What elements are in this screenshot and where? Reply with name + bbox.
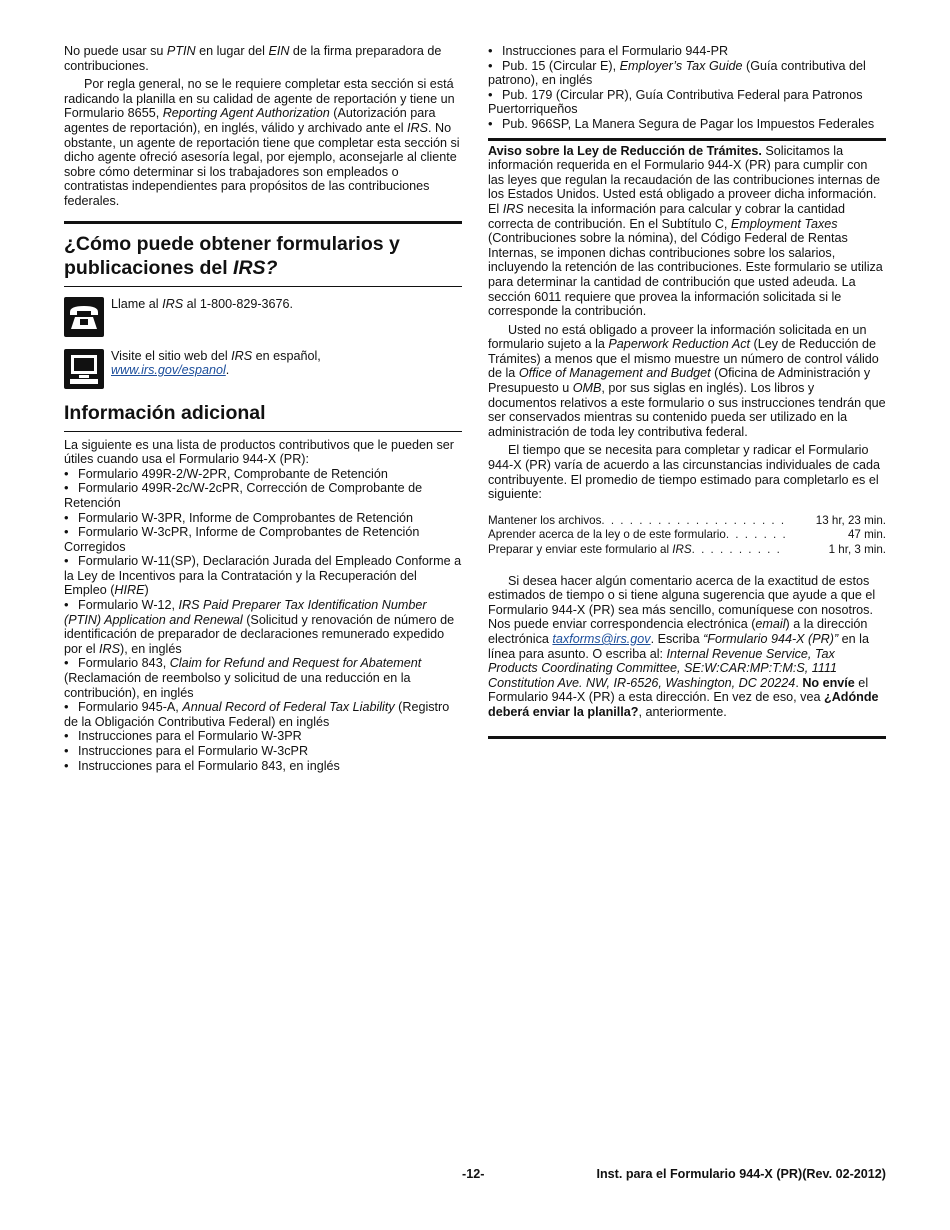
paperwork-paragraph: Usted no está obligado a proveer la información solicitada en un formulario sujeto a la Paperwork Reduction Act (Ley de Reducción de Trámites) a menos que el mismo muestre un número de control válido de la Office of Management and Budget (Oficina de Administración y Presupuesto u OMB, por sus siglas en inglés). Los libros y documentos relativos a este formulario o sus instrucciones tendrán que ser conservados mientras su contenido pueda ser utilizado en la administración de toda ley contributiva federal.: [488, 322, 886, 439]
time-estimate-paragraph: El tiempo que se necesita para completar y radicar el Formulario 944-X (PR) varía de acuerdo a las circunstancias individuales de cada contribuyente. El promedio de tiempo estimado para completarlo es el siguiente:: [488, 443, 881, 502]
reporting-agent-paragraph: Por regla general, no se le requiere completar esta sección si está radicando la planilla en su calidad de agente de reportación y tiene un Formulario 8655, Reporting Agent Authorization (Autorización para agentes de reportación), en inglés, válido y archivado ante el IRS. No obstante, un agente de reportación tiene que completar esta sección si dicho agente ofreció asesoría legal, por ejemplo, aconsejarle al cliente sobre cómo determinar si los trabajadores son empleados o contratistas independientes para propósitos de las contribuciones federales.: [64, 77, 460, 208]
list-item: • Formulario W-11(SP), Declaración Jurada del Empleado Conforme a la Ley de Incentivos para la Contratación y la Recuperación del Empleo (HIRE): [64, 554, 462, 598]
list-item: • Pub. 966SP, La Manera Segura de Pagar los Impuestos Federales: [488, 117, 886, 132]
table-row: Mantener los archivos . . . 13 hr, 23 min.: [488, 514, 886, 529]
list-item: • Formulario 499R-2/W-2PR, Comprobante de Retención: [64, 467, 462, 482]
list-item: • Instrucciones para el Formulario W-3PR: [64, 729, 462, 744]
table-row: Preparar y enviar este formulario al IRS . . . 1 hr, 3 min.: [488, 543, 886, 558]
form-footer-title: Inst. para el Formulario 944-X (PR)(Rev. 02-2012): [596, 1167, 886, 1181]
products-intro: La siguiente es una lista de productos contributivos que le pueden ser útiles cuando usa el Formulario 944-X (PR):: [64, 437, 454, 467]
forms-heading: ¿Cómo puede obtener formularios y publicaciones del IRS?: [64, 232, 400, 279]
heading-underline: [64, 286, 462, 287]
list-item: • Formulario 499R-2c/W-2cPR, Corrección de Comprobante de Retención: [64, 481, 462, 510]
computer-icon: [64, 349, 104, 389]
section-divider: [488, 138, 886, 141]
list-item: • Pub. 15 (Circular E), Employer’s Tax Guide (Guía contributiva del patrono), en inglés: [488, 59, 886, 88]
list-item: • Pub. 179 (Circular PR), Guía Contributiva Federal para Patronos Puertorriqueños: [488, 88, 886, 117]
additional-info-heading: Información adicional: [64, 401, 266, 424]
list-item: • Formulario W-3cPR, Informe de Comprobantes de Retención Corregidos: [64, 525, 462, 554]
phone-icon: [64, 297, 104, 337]
web-contact: Visite el sitio web del IRS en español, www.irs.gov/espanol.: [64, 349, 462, 391]
left-column: [64, 44, 462, 773]
taxforms-email-link[interactable]: taxforms@irs.gov: [552, 631, 651, 646]
comments-paragraph: Si desea hacer algún comentario acerca de la exactitud de estos estimados de tiempo o si tiene alguna sugerencia que ayude a que el Formulario 944-X (PR) sea más sencillo, comuníquese con nosotros. Nos puede enviar correspondencia electrónica (email) a la dirección electrónica taxforms@irs.gov. Escriba “Formulario 944-X (PR)” en la línea para asunto. O escriba al: Internal Revenue Service, Tax Products Coordinating Committee, SE:W:CAR:MP:T:M:S, 1111 Constitution Ave. NW, IR-6526, Washington, DC 20224. No envíe el Formulario 944-X (PR) a esta dirección. En vez de eso, vea ¿Adónde deberá enviar la planilla?, anteriormente.: [488, 573, 879, 719]
paperwork-notice: Aviso sobre la Ley de Reducción de Trámites. Solicitamos la información requerida en el Formulario 944-X (PR) para cumplir con las leyes que regulan la recaudación de las contribuciones internas de los Estados Unidos. Usted está obligado a proveer dicha información. El IRS necesita la información para calcular y cobrar la cantidad correcta de contribución. En el Subtítulo C, Employment Taxes (Contribuciones sobre la nómina), del Código Federal de Rentas Internas, se imponen dichas contribuciones sobre los salarios, incluyendo la retención de las contribuciones. Este formulario se utiliza para determinar la cantidad de contribución que usted adeuda. La sección 6011 requiere que provea la información solicitada si le corresponde la contribución.: [488, 143, 883, 319]
list-item: • Formulario 843, Claim for Refund and Request for Abatement (Reclamación de reembolso y solicitud de una reducción en la contribución), en inglés: [64, 656, 462, 700]
right-column: [488, 44, 886, 739]
table-row: Aprender acerca de la ley o de este formulario . . . 47 min.: [488, 528, 886, 543]
list-item: • Formulario W-12, IRS Paid Preparer Tax Identification Number (PTIN) Application and Renewal (Solicitud y renovación de número de identificación de preparador de declaraciones remunerado expedido por el IRS), en inglés: [64, 598, 462, 656]
time-estimate-table: [488, 514, 886, 558]
list-item: • Formulario W-3PR, Informe de Comprobantes de Retención: [64, 511, 462, 526]
ptin-paragraph: No puede usar su PTIN en lugar del EIN de la firma preparadora de contribuciones.: [64, 44, 442, 73]
section-end-divider: [488, 736, 886, 739]
heading-underline: [64, 431, 462, 432]
list-item: • Instrucciones para el Formulario W-3cPR: [64, 744, 462, 759]
list-item: • Instrucciones para el Formulario 944-PR: [488, 44, 886, 59]
list-item: • Instrucciones para el Formulario 843, en inglés: [64, 759, 462, 774]
irs-espanol-link[interactable]: www.irs.gov/espanol: [111, 363, 226, 378]
list-item: • Formulario 945-A, Annual Record of Federal Tax Liability (Registro de la Obligación Contributiva Federal) en inglés: [64, 700, 462, 729]
phone-contact: Llame al IRS al 1-800-829-3676.: [64, 297, 462, 339]
section-divider: [64, 221, 462, 224]
page-number: -12-: [462, 1167, 485, 1181]
